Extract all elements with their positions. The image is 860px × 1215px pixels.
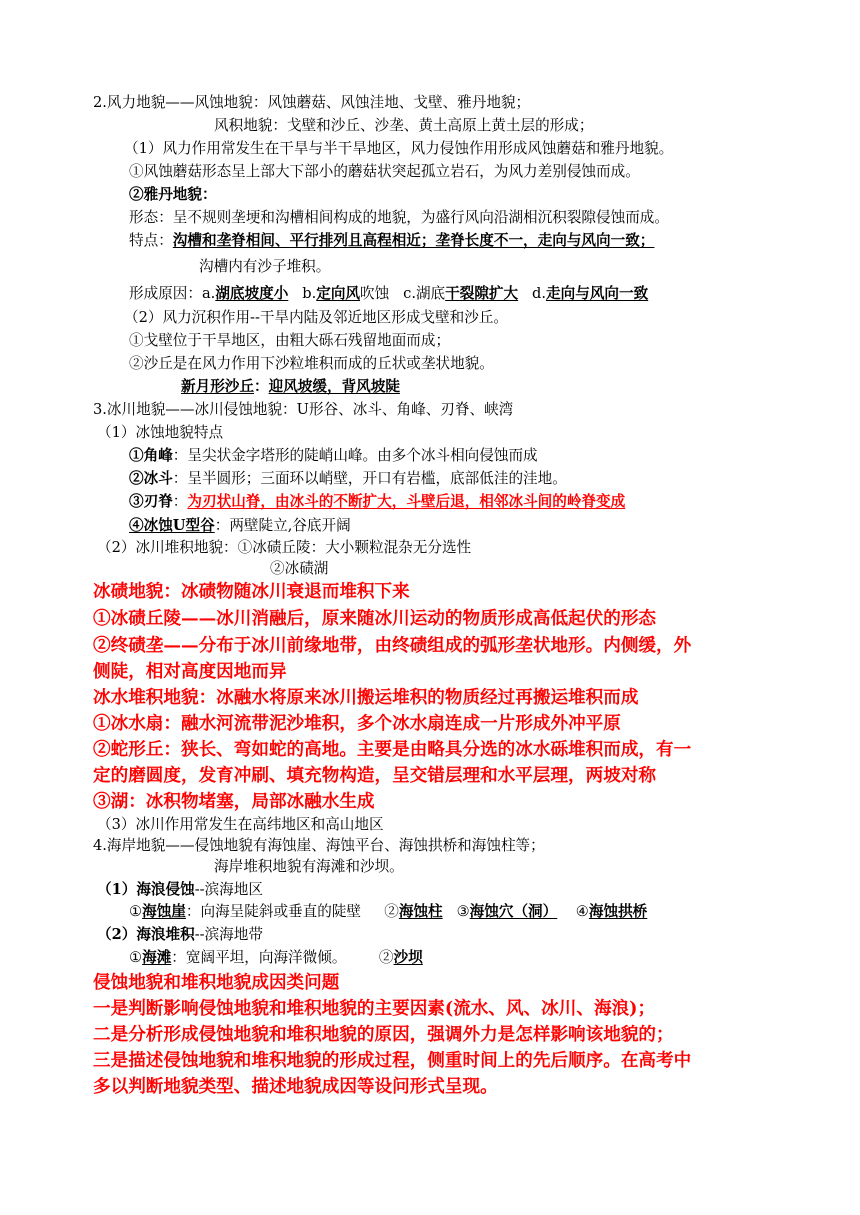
red-note-line-4: 侧陡，相对高度因地而异: [93, 661, 287, 682]
crescent-sep: ：: [253, 378, 269, 395]
crescent-dune-label: 新月形沙丘: [181, 378, 254, 395]
moraine-lake-line: ②冰碛湖: [270, 560, 329, 577]
cause-d-prefix: d.: [532, 285, 547, 302]
sea-cliff: 海蚀崖: [142, 903, 186, 920]
coast-deposit-line: 海岸堆积地貌有海滩和沙坝。: [214, 858, 404, 875]
summary-line-3: 二是分析形成侵蚀地貌和堆积地貌的原因，强调外力是怎样影响该地貌的；: [93, 1024, 674, 1045]
wave-deposit-label: （2）海浪堆积: [97, 926, 195, 943]
feature-extra-line: 沟槽内有沙子堆积。: [199, 258, 331, 275]
sea-cliff-text: ：向海呈陡斜或垂直的陡壁: [185, 903, 362, 920]
red-note-line-2: ①冰碛丘陵——冰川消融后，原来随冰川运动的物质形成高低起伏的形态: [93, 608, 657, 629]
glacier-subsection-3: （3）冰川作用常发生在高纬地区和高山地区: [97, 816, 384, 833]
cliff-prefix: ①: [129, 903, 143, 920]
sea-stack: 海蚀柱: [398, 903, 443, 920]
wind-deposit-line: 风积地貌：戈壁和沙丘、沙垄、黄土高原上黄土层的形成；: [214, 117, 594, 134]
u-valley-sep: ：: [214, 517, 230, 534]
yardang-title: ②雅丹地貌：: [129, 186, 217, 203]
wave-deposit-text: --滨海地带: [194, 926, 263, 943]
erosion-forms-line: [129, 901, 647, 923]
cirque-label: ②冰斗: [129, 470, 173, 487]
u-valley-text: 两壁陡立,谷底开阔: [229, 517, 351, 534]
cause-b: 定向风: [316, 285, 361, 302]
cause-b-prefix: b.: [302, 285, 317, 302]
red-note-line-5: 冰水堆积地貌：冰融水将原来冰川搬运堆积的物质经过再搬运堆积而成: [93, 687, 639, 708]
red-note-line-6: ①冰水扇：融水河流带泥沙堆积，多个冰水扇连成一片形成外冲平原: [93, 713, 621, 734]
arete-label: ③刃脊: [129, 493, 173, 510]
stack-prefix: ②: [384, 903, 399, 920]
red-note-line-8: 定的磨圆度，发育冲刷、填充物构造，呈交错层理和水平层理，两坡对称: [93, 765, 657, 786]
wave-erosion-line: [97, 879, 263, 901]
arete-line: [129, 491, 625, 513]
summary-line-4: 三是描述侵蚀地貌和堆积地貌的形成过程，侧重时间上的先后顺序。在高考中: [93, 1050, 692, 1071]
arete-sep: ：: [172, 493, 188, 510]
feature-text: 沟槽和垄脊相间、平行排列且高程相近；垄脊长度不一，走向与风向一致；: [172, 232, 655, 249]
yardang-cause-line: [129, 283, 648, 305]
u-valley-label: ④冰蚀U型谷: [129, 517, 215, 534]
yardang-form-line: 形态：呈不规则垄埂和沟槽相间构成的地貌，为盛行风向沿湖相沉积裂隙侵蚀而成。: [129, 209, 669, 226]
cause-label: 形成原因：: [129, 285, 202, 302]
wave-deposit-line: [97, 924, 263, 946]
deposit-forms-line: [129, 947, 423, 969]
feature-label: 特点：: [129, 232, 173, 249]
red-note-line-7: ②蛇形丘：狭长、弯如蛇的高地。主要是由略具分选的冰水砾堆积而成，有一: [93, 739, 692, 760]
wind-heading: 2.风力地貌——风蚀地貌：风蚀蘑菇、风蚀洼地、戈壁、雅丹地貌；: [93, 94, 531, 111]
horn-text: ：呈尖状金字塔形的陡峭山峰。由多个冰斗相向侵蚀而成: [172, 447, 538, 464]
sea-arch: 海蚀拱桥: [588, 903, 648, 920]
coast-heading: 4.海岸地貌——侵蚀地貌有海蚀崖、海蚀平台、海蚀拱桥和海蚀柱等；: [93, 837, 545, 854]
cirque-text: ：呈半圆形；三面环以峭壁，开口有岩槛，底部低洼的洼地。: [172, 470, 567, 487]
mushroom-rock-line: ①风蚀蘑菇形态呈上部大下部小的蘑菇状突起孤立岩石，为风力差别侵蚀而成。: [129, 163, 640, 180]
red-note-line-3: ②终碛垄——分布于冰川前缘地带，由终碛组成的弧形垄状地形。内侧缓，外: [93, 635, 692, 656]
cause-c: 干裂隙扩大: [445, 285, 519, 302]
cause-a: 湖底坡度小: [215, 285, 289, 302]
summary-line-5: 多以判断地貌类型、描述地貌成因等设问形式呈现。: [93, 1076, 498, 1097]
arch-prefix: ④: [575, 903, 589, 920]
beach-prefix: ①: [129, 949, 143, 966]
crescent-dune-text: 迎风坡缓，背风坡陡: [268, 378, 400, 395]
glacier-subsection-2: （2）冰川堆积地貌：①冰碛丘陵：大小颗粒混杂无分选性: [97, 539, 472, 556]
bar-prefix: ②: [378, 949, 394, 966]
summary-line-2: 一是判断影响侵蚀地貌和堆积地貌的主要因素(流水、风、冰川、海浪)；: [93, 998, 656, 1019]
red-note-line-9: ③湖：冰积物堵塞，局部冰融水生成: [93, 791, 375, 812]
gobi-line: ①戈壁位于干旱地区，由粗大砾石残留地面而成；: [129, 332, 451, 349]
yardang-feature-line: [129, 230, 654, 252]
u-valley-line: [129, 515, 351, 537]
horn-line: [129, 445, 538, 467]
wave-erosion-text: --滨海地区: [194, 881, 263, 898]
sea-cave: 海蚀穴（洞）: [469, 903, 558, 920]
sand-bar: 沙坝: [393, 949, 423, 966]
wave-erosion-label: （1）海浪侵蚀: [97, 881, 195, 898]
arete-text: 为刃状山脊，由冰斗的不断扩大，斗壁后退，相邻冰斗间的岭脊变成: [187, 493, 626, 510]
cause-d: 走向与风向一致: [546, 285, 649, 302]
cause-b-suffix: 吹蚀: [360, 285, 390, 302]
beach-text: ：宽阔平坦，向海洋微倾。: [171, 949, 347, 966]
cause-a-prefix: a.: [201, 285, 216, 302]
glacier-subsection-1: （1）冰蚀地貌特点: [97, 424, 224, 441]
glacier-heading: 3.冰川地貌——冰川侵蚀地貌：U形谷、冰斗、角峰、刃脊、峡湾: [93, 401, 514, 418]
cirque-line: [129, 468, 567, 490]
horn-label: ①角峰: [129, 447, 173, 464]
dune-line: ②沙丘是在风力作用下沙粒堆积而成的丘状或垄状地貌。: [129, 355, 494, 372]
crescent-dune-line: [181, 376, 400, 398]
cause-c-prefix: c.湖底: [403, 285, 446, 302]
summary-line-1: 侵蚀地貌和堆积地貌成因类问题: [93, 972, 340, 993]
wind-subsection-1: （1）风力作用常发生在干旱与半干旱地区，风力侵蚀作用形成风蚀蘑菇和雅丹地貌。: [124, 140, 674, 157]
wind-subsection-2: （2）风力沉积作用--干旱内陆及邻近地区形成戈壁和沙丘。: [124, 309, 508, 326]
red-note-line-1: 冰碛地貌：冰碛物随冰川衰退而堆积下来: [93, 581, 410, 602]
cave-prefix: ③: [456, 903, 470, 920]
beach: 海滩: [142, 949, 172, 966]
